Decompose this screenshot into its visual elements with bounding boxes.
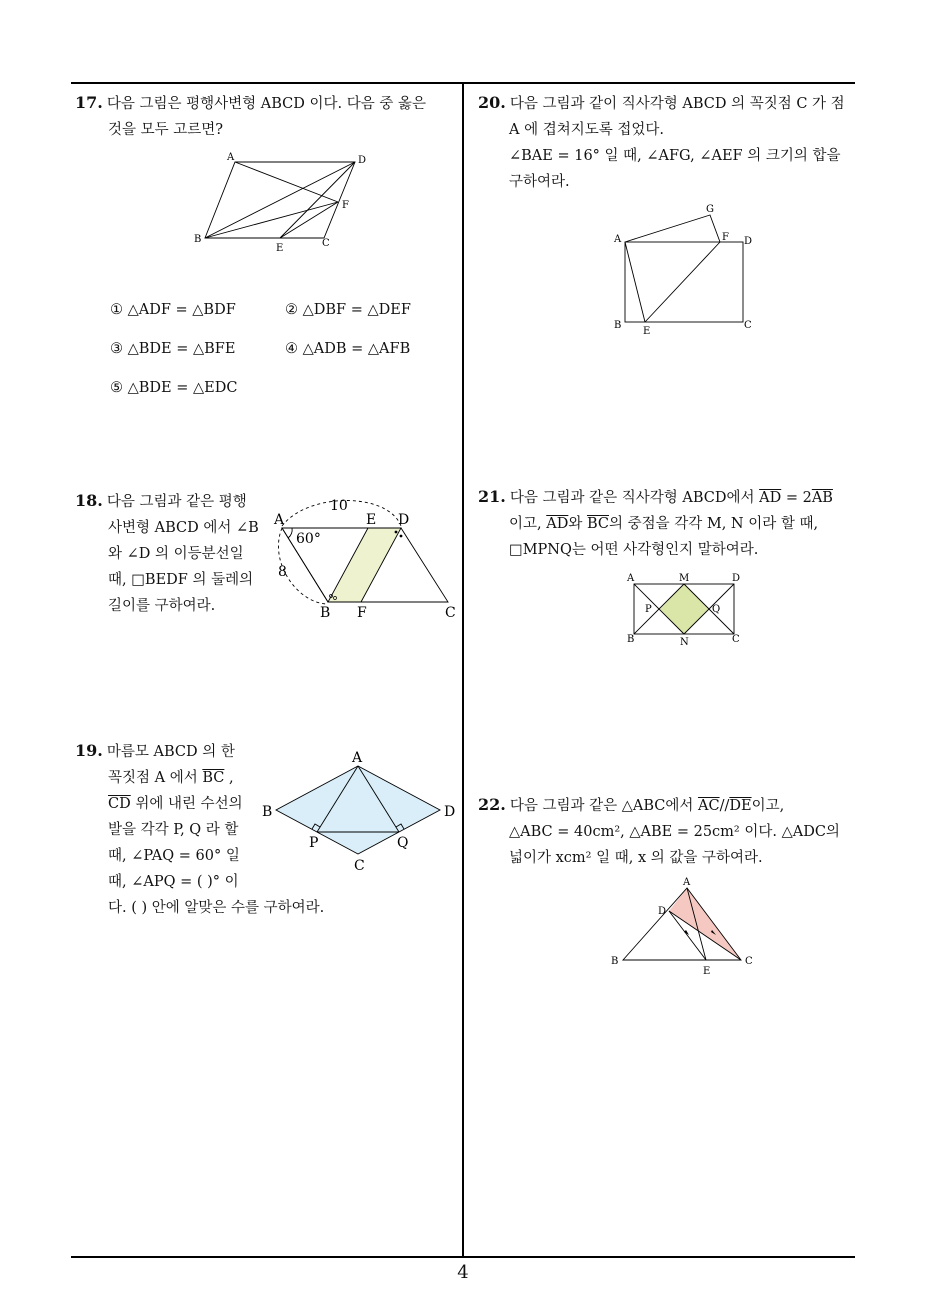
label-M: M (679, 573, 690, 584)
problem-number: 17. (75, 93, 103, 112)
label-Q: Q (397, 835, 409, 851)
label-Q: Q (712, 604, 721, 615)
label-P: P (645, 604, 652, 615)
figure-parallelogram-18 (268, 492, 468, 627)
problem-text: A 에 겹쳐지도록 접었다. (509, 122, 664, 138)
problem-22 (478, 792, 863, 871)
problem-20 (478, 90, 858, 195)
problem-text: 넓이가 xcm² 일 때, x 의 값을 구하여라. (509, 850, 763, 866)
page-number: 4 (457, 1262, 469, 1283)
problem-text: 이고, (509, 516, 542, 532)
segment-BC: $\overline{BC}$ (202, 770, 225, 786)
problem-text: 다음 그림과 같은 평행 (106, 494, 247, 510)
problem-number: 19. (75, 741, 103, 760)
figure-folded-rectangle-20 (608, 200, 758, 340)
choice-4: ④ △ADB = △AFB (285, 341, 411, 357)
column-divider (462, 82, 464, 1258)
label-F: F (342, 200, 349, 211)
label-B: B (262, 804, 273, 820)
choice-3: ③ △BDE = △BFE (110, 341, 236, 357)
problem-text: 다음 그림과 같은 직사각형 ABCD에서 (509, 490, 755, 506)
label-10: 10 (330, 498, 348, 514)
label-A: A (683, 877, 691, 888)
segment-CD: $\overline{CD}$ (108, 796, 131, 812)
label-C: C (354, 858, 365, 874)
segment-AD: $\overline{AD}$ (759, 490, 782, 506)
problem-text: 와 ∠D 의 이등분선일 (108, 546, 244, 562)
problem-text: 다음 그림과 같이 직사각형 ABCD 의 꼭짓점 C 가 점 (509, 96, 845, 112)
problem-text: 와 (568, 516, 583, 532)
problem-text: 것을 모두 고르면? (108, 122, 224, 138)
choice-1: ① △ADF = △BDF (110, 302, 236, 318)
label-C: C (745, 956, 753, 967)
choice-2: ② △DBF = △DEF (285, 302, 411, 318)
label-B: B (627, 634, 635, 645)
segment-AC: $\overline{AC}$ (697, 798, 720, 814)
label-D: D (398, 512, 410, 528)
problem-text: 꼭짓점 A 에서 (108, 770, 198, 786)
problem-text: 의 중점을 각각 M, N 이라 할 때, (609, 516, 819, 532)
segment-DE: $\overline{DE}$ (729, 798, 752, 814)
label-D: D (732, 573, 741, 584)
problem-number: 20. (478, 93, 506, 112)
label-D: D (658, 906, 667, 917)
label-D: D (744, 236, 753, 247)
label-A: A (352, 750, 363, 766)
figure-rectangle-21 (622, 570, 752, 648)
problem-text: 때, ∠APQ = ( )° 이 (108, 874, 239, 890)
label-A: A (274, 512, 285, 528)
problem-text: □MPNQ는 어떤 사각형인지 말하여라. (509, 542, 759, 558)
label-60-degrees: 60° (296, 531, 321, 547)
problem-text: 다. ( ) 안에 알맞은 수를 구하여라. (108, 900, 325, 916)
label-E: E (366, 512, 377, 528)
label-E: E (703, 966, 711, 977)
problem-number: 21. (478, 487, 506, 506)
problem-text: 다음 그림과 같은 △ABC에서 (509, 798, 694, 814)
label-F: F (722, 232, 729, 243)
label-A: A (227, 152, 235, 163)
problem-text: 때, □BEDF 의 둘레의 (108, 572, 254, 588)
label-A: A (614, 234, 622, 245)
problem-text: = 2 (785, 490, 812, 506)
label-B: B (611, 956, 619, 967)
label-B: B (194, 234, 202, 245)
label-G: G (706, 204, 714, 215)
problem-number: 18. (75, 491, 103, 510)
label-8: 8 (278, 564, 287, 580)
problem-text: 다음 그림은 평행사변형 ABCD 이다. 다음 중 옳은 (106, 96, 426, 112)
figure-rhombus-19 (258, 746, 463, 876)
problem-text: 이고, (751, 798, 785, 814)
label-A: A (627, 573, 635, 584)
figure-parallelogram-17 (190, 150, 370, 255)
label-E: E (276, 243, 284, 254)
choice-5: ⑤ △BDE = △EDC (110, 380, 238, 396)
label-C: C (732, 634, 740, 645)
problem-text: ∠BAE = 16° 일 때, ∠AFG, ∠AEF 의 크기의 합을 (509, 148, 841, 164)
segment-AB: $\overline{AB}$ (811, 490, 833, 506)
problem-text: // (719, 798, 730, 814)
problem-text: 길이를 구하여라. (108, 598, 216, 614)
segment-BC: $\overline{BC}$ (586, 516, 609, 532)
problem-17 (75, 90, 459, 143)
label-B: B (320, 605, 331, 621)
problem-text: △ABC = 40cm², △ABE = 25cm² 이다. △ADC의 (509, 824, 840, 840)
problem-text: 구하여라. (509, 174, 570, 190)
problem-text: 위에 내린 수선의 (135, 796, 243, 812)
segment-AD: $\overline{AD}$ (546, 516, 569, 532)
problem-text: 마름모 ABCD 의 한 (106, 744, 235, 760)
problem-text: 사변형 ABCD 에서 ∠B (108, 520, 259, 536)
label-C: C (322, 238, 330, 249)
figure-triangle-22 (605, 876, 765, 980)
label-E: E (643, 326, 651, 337)
label-B: B (614, 320, 622, 331)
problem-text: 때, ∠PAQ = 60° 일 (108, 848, 240, 864)
bottom-rule (71, 1256, 855, 1258)
problem-21 (478, 484, 863, 563)
label-D: D (444, 804, 456, 820)
problem-18 (75, 488, 265, 619)
label-C: C (445, 605, 456, 621)
label-C: C (744, 320, 752, 331)
problem-text: 발을 각각 P, Q 라 할 (108, 822, 239, 838)
problem-number: 22. (478, 795, 506, 814)
label-D: D (358, 155, 367, 166)
label-P: P (309, 835, 319, 851)
label-N: N (680, 637, 689, 648)
label-F: F (357, 605, 367, 621)
problem-text: , (228, 770, 234, 786)
